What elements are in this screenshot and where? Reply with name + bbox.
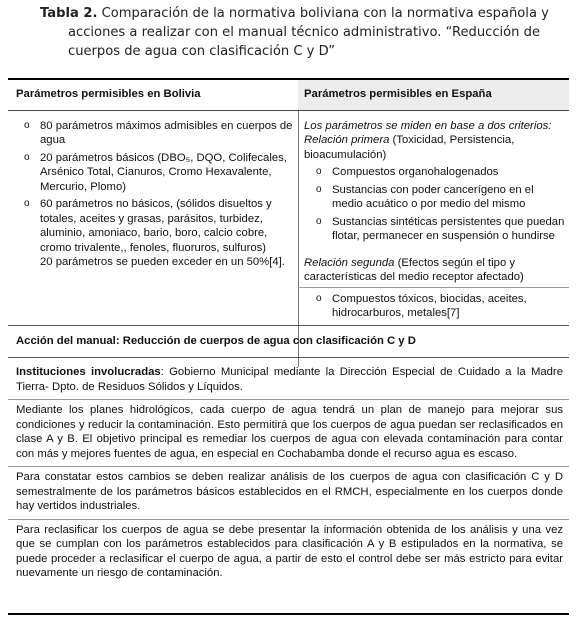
bullet-icon: o: [316, 183, 322, 195]
paragraph-3: Para reclasificar los cuerpos de agua se debe presentar la información obtenida de los análisis y una vez que se cumplan con los parámetros establecidos para clasificación A y B estipulados en la normativa, se puede proceder a reclasificar el cuerpo de agua, a partir de esto el control debe ser más estricto para evitar nuevamente un riesgo de contaminación.: [16, 523, 563, 579]
divider: [8, 399, 569, 400]
params-row: [8, 110, 569, 325]
spain-rel1-list: [304, 165, 565, 244]
divider: [8, 466, 569, 467]
bullet-icon: o: [24, 198, 30, 209]
table-bottom-rule: [8, 613, 569, 615]
bullet-icon: o: [316, 292, 322, 304]
relation-2-text: (Efectos según el tipo y características del medio receptor afectado): [304, 256, 524, 283]
spain-rel2-item-1: Compuestos tóxicos, biocidas, aceites, hidrocarburos, metales[7]: [332, 292, 527, 319]
bolivia-note: 20 parámetros se pueden exceder en un 50%[4].: [40, 256, 285, 268]
bolivia-item-2: 20 parámetros básicos (DBO₅, DQO, Colifecales, Arsénico Total, Cianuros, Cromo Hexavalente, Mercurio, Plomo): [40, 151, 287, 193]
spain-rel1-item-2: Sustancias con poder cancerígeno en el medio acuático o por medio del mismo: [332, 183, 534, 210]
bolivia-cell: [8, 110, 298, 325]
bolivia-item-1: 80 parámetros máximos admisibles en cuerpos de agua: [40, 119, 293, 146]
spain-rel2-list: [304, 292, 565, 321]
action-row: [8, 325, 569, 358]
action-text-row: [8, 358, 569, 586]
bolivia-list: [12, 119, 294, 256]
header-row: [8, 79, 569, 110]
divider: [8, 519, 569, 520]
list-item: [304, 183, 565, 212]
list-item: [304, 292, 565, 321]
spain-rel1-item-1: Compuestos organohalogenados: [332, 166, 499, 178]
divider: [298, 287, 569, 288]
list-item: [12, 197, 294, 255]
col-header-spain: Parámetros permisibles en España: [298, 79, 569, 110]
comparison-table: [8, 78, 569, 586]
spain-rel1-item-3: Sustancias sintéticas persistentes que puedan flotar, permanecer en suspensión o hundirse: [332, 215, 565, 242]
col-header-bolivia: Parámetros permisibles en Bolivia: [8, 79, 298, 110]
list-item: [12, 151, 294, 195]
paragraph-1: Mediante los planes hidrológicos, cada cuerpo de agua tendrá un plan de manejo para mejorar sus condiciones y reducir la contaminación. Esto permitirá que los cuerpos de agua puedan ser reclasificados en clase A y B. El objetivo principal es remediar los cuerpos de agua con elevada contaminación para contar con más y mejores fuentes de agua, en especial en Cochabamba donde el recurso agua es escaso.: [16, 404, 563, 460]
spain-intro: Los parámetros se miden en base a dos criterios:: [304, 119, 552, 132]
institutions-label: Instituciones involucradas: [16, 366, 161, 378]
institutions-text: : Gobierno Municipal mediante la Dirección Especial de Cuidado a la Madre Tierra- Dpto. de Residuos Sólidos y Líquidos.: [16, 366, 563, 393]
bullet-icon: o: [316, 215, 322, 227]
caption-line-2: acciones a realizar con el manual técnico administrativo. “Reducción de: [68, 25, 540, 40]
action-header: Acción del manual: Reducción de cuerpos de agua con clasificación C y D: [8, 325, 569, 358]
relation-2-label: Relación segunda: [304, 256, 395, 269]
paragraph-2: Para constatar estos cambios se deben realizar análisis de los cuerpos de agua con clasificación C y D semestralmente de los parámetros básicos establecidos en el RMCH, especialmente en los cuerpos donde hay vertidos industriales.: [16, 471, 563, 512]
relation-1-label: Relación primera: [304, 134, 390, 146]
relation-1-text: (Toxicidad, Persistencia, bioacumulación): [304, 134, 515, 161]
bullet-icon: o: [316, 166, 322, 177]
caption-label: Tabla 2.: [40, 6, 98, 21]
caption-line-1: Comparación de la normativa boliviana con la normativa española y: [101, 6, 549, 21]
bolivia-item-3: 60 parámetros no básicos, (sólidos disueltos y totales, aceites y grasas, parásitos, turbidez, aluminio, amoniaco, bario, boro, calcio cobre, cromo trivalente,, fenoles, fluoruros, sulfuros): [40, 198, 272, 254]
bullet-icon: o: [24, 151, 30, 163]
list-item: [304, 215, 565, 244]
table-caption: [40, 4, 570, 61]
action-text-cell: [8, 358, 569, 586]
institutions-paragraph: [16, 365, 563, 394]
caption-line-3: cuerpos de agua con clasificación C y D”: [68, 44, 336, 59]
spain-relation-2: [304, 256, 565, 285]
bullet-icon: o: [24, 119, 30, 131]
list-item: [304, 165, 565, 180]
spain-cell: [298, 110, 569, 325]
spain-relation-1: [304, 133, 565, 162]
list-item: [12, 119, 294, 148]
